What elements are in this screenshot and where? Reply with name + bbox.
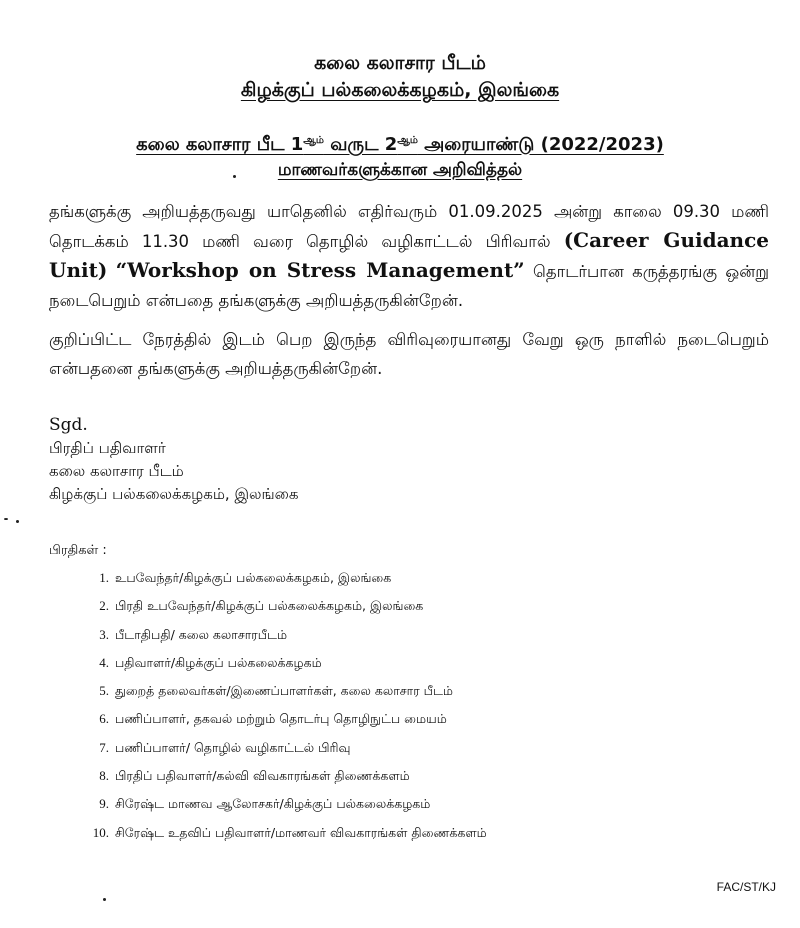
copies-item-number: 4. (99, 654, 109, 670)
notice-title-part2: வருட 2 (323, 134, 398, 155)
notice-title-sup2: ஆம் (397, 135, 418, 146)
copies-item (90, 570, 487, 598)
copies-item-text: உபவேந்தர்/கிழக்குப் பல்கலைக்கழகம், இலங்கை (115, 570, 392, 585)
body-paragraph-1 (49, 197, 769, 315)
copies-item-text: சிரேஷ்ட மாணவ ஆலோசகர்/கிழக்குப் பல்கலைக்கழகம் (115, 796, 431, 812)
signature-faculty: கலை கலாசார பீடம் (49, 462, 184, 480)
copies-item-text: பீடாதிபதி/ கலை கலாசாரபீடம் (115, 626, 288, 642)
notice-subtitle: மாணவர்களுக்கான அறிவித்தல் (277, 160, 523, 180)
para1-spacer (107, 262, 115, 281)
reference-code: FAC/ST/KJ (716, 880, 776, 894)
copies-item-text: சிரேஷ்ட உதவிப் பதிவாளர்/மாணவர் விவகாரங்கள் திணைக்களம் (115, 824, 487, 840)
copies-item (90, 598, 487, 626)
copies-label: பிரதிகள் : (49, 543, 107, 558)
copies-item (90, 740, 487, 768)
copies-item-number: 1. (99, 570, 109, 585)
copies-item-text: பணிப்பாளர், தகவல் மற்றும் தொடர்பு தொழிநுட்ப மையம் (115, 711, 447, 727)
notice-title-part3: அரையாண்டு (2022/2023) (417, 134, 664, 155)
copies-item (90, 768, 487, 796)
copies-item-number: 8. (99, 768, 109, 784)
signature-university: கிழக்குப் பல்கலைக்கழகம், இலங்கை (49, 485, 299, 503)
speck-mark (103, 898, 106, 901)
copies-item-number: 6. (99, 711, 109, 727)
copies-item (90, 655, 487, 683)
para1-text-b: தொடர்பான கருத்தரங்கு ஒன்று நடைபெறும் என்பதை தங்களுக்கு அறியத்தருகின்றேன். (49, 262, 769, 310)
signature-title: பிரதிப் பதிவாளர் (49, 439, 166, 457)
signature-sgd: Sgd. (49, 415, 88, 435)
copies-item (90, 796, 487, 824)
faculty-heading: கலை கலாசார பீடம் (314, 52, 486, 74)
university-heading: கிழக்குப் பல்கலைக்கழகம், இலங்கை (240, 79, 560, 101)
copies-item (90, 627, 487, 655)
copies-item-text: பிரதிப் பதிவாளர்/கல்வி விவகாரங்கள் திணைக்களம் (115, 768, 410, 784)
copies-item-text: பணிப்பாளர்/ தொழில் வழிகாட்டல் பிரிவு (115, 739, 351, 755)
copies-item-number: 3. (99, 626, 109, 642)
speck-mark (4, 518, 8, 520)
copies-item-number: 7. (99, 739, 109, 755)
copies-item-text: துறைத் தலைவர்கள்/இணைப்பாளர்கள், கலை கலாசார பீடம் (115, 683, 453, 699)
copies-item (90, 825, 487, 853)
notice-title (0, 134, 800, 157)
copies-item (90, 711, 487, 739)
copies-item-number: 2. (99, 598, 109, 614)
copies-item-text: பிரதி உபவேந்தர்/கிழக்குப் பல்கலைக்கழகம், இலங்கை (115, 598, 424, 614)
copies-item-text: பதிவாளர்/கிழக்குப் பல்கலைக்கழகம் (115, 654, 322, 670)
copies-item-number: 5. (99, 683, 109, 699)
signature-block (49, 414, 298, 506)
notice-title-sup1: ஆம் (303, 135, 324, 146)
para1-workshop-title: “Workshop on Stress Management” (115, 258, 525, 282)
body-paragraph-2: குறிப்பிட்ட நேரத்தில் இடம் பெற இருந்த விரிவுரையானது வேறு ஒரு நாளில் நடைபெறும் என்பதனை தங்களுக்கு அறியத்தருகின்றேன். (49, 330, 769, 378)
speck-mark (16, 520, 19, 523)
notice-title-part1: கலை கலாசார பீட 1 (136, 134, 304, 155)
para1-career-unit: (Career Guidance Unit) (49, 228, 769, 282)
speck-mark (233, 175, 236, 178)
copies-item (90, 683, 487, 711)
copies-item-number: 10. (92, 824, 109, 840)
copies-item-number: 9. (99, 796, 109, 812)
para1-text-a: தங்களுக்கு அறியத்தருவது யாதெனில் எதிர்வரும் 01.09.2025 அன்று காலை 09.30 மணி தொடக்கம் 11.30 மணி வரை தொழில் வழிகாட்டல் பிரிவால் (49, 202, 769, 251)
copies-list (90, 570, 487, 853)
